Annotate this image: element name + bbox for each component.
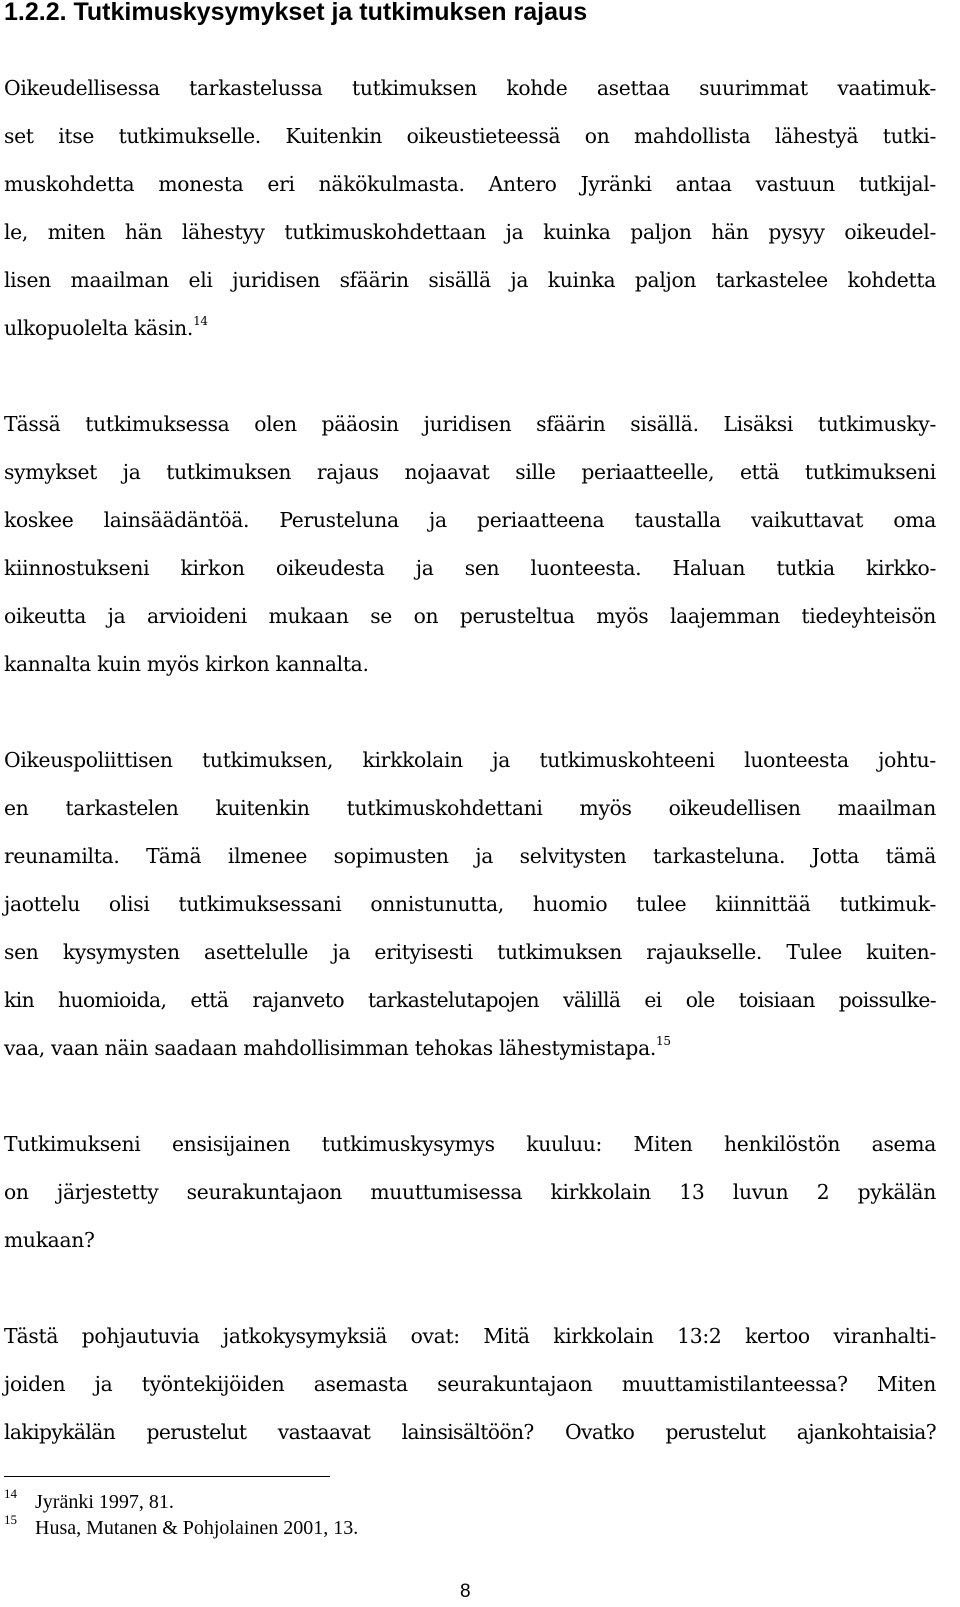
paragraph-1 bbox=[4, 64, 936, 352]
paragraph-line: le, miten hän lähestyy tutkimuskohdettaan ja kuinka paljon hän pysyy oikeudel- bbox=[4, 220, 936, 244]
paragraph-line: set itse tutkimukselle. Kuitenkin oikeustieteessä on mahdollista lähestyä tutki- bbox=[4, 124, 936, 148]
footnote-14: 14 Jyränki 1997, 81. bbox=[4, 1486, 174, 1513]
paragraph-line: joiden ja työntekijöiden asemasta seurakuntajaon muuttamistilanteessa? Miten bbox=[4, 1372, 936, 1396]
paragraph-2 bbox=[4, 400, 936, 688]
paragraph-line: muskohdetta monesta eri näkökulmasta. Antero Jyränki antaa vastuun tutkijal- bbox=[4, 172, 936, 196]
paragraph-line: en tarkastelen kuitenkin tutkimuskohdettani myös oikeudellisen maailman bbox=[4, 796, 936, 820]
paragraph-line: reunamilta. Tämä ilmenee sopimusten ja selvitysten tarkasteluna. Jotta tämä bbox=[4, 844, 936, 868]
paragraph-line-text: ulkopuolelta käsin. bbox=[4, 316, 194, 340]
paragraph-line: Oikeudellisessa tarkastelussa tutkimuksen kohde asettaa suurimmat vaatimuk- bbox=[4, 76, 936, 100]
paragraph-line: Tutkimukseni ensisijainen tutkimuskysymys kuuluu: Miten henkilöstön asema bbox=[4, 1132, 936, 1156]
paragraph-line: koskee lainsäädäntöä. Perusteluna ja periaatteena taustalla vaikuttavat oma bbox=[4, 508, 936, 532]
paragraph-line-last bbox=[4, 1024, 936, 1072]
paragraph-line: kin huomioida, että rajanveto tarkastelutapojen välillä ei ole toisiaan poissulke- bbox=[4, 988, 936, 1012]
paragraph-line: lakipykälän perustelut vastaavat lainsisältöön? Ovatko perustelut ajankohtaisia? bbox=[4, 1420, 936, 1444]
footnote-text: Jyränki 1997, 81. bbox=[35, 1491, 174, 1513]
paragraph-line: sen kysymysten asettelulle ja erityisesti tutkimuksen rajaukselle. Tulee kuiten- bbox=[4, 940, 936, 964]
paragraph-line: on järjestetty seurakuntajaon muuttumisessa kirkkolain 13 luvun 2 pykälän bbox=[4, 1180, 936, 1204]
page-number: 8 bbox=[460, 1581, 471, 1602]
section-heading: 1.2.2. Tutkimuskysymykset ja tutkimuksen rajaus bbox=[4, 0, 588, 26]
paragraph-line-text: vaa, vaan näin saadaan mahdollisimman tehokas lähestymistapa. bbox=[4, 1036, 657, 1060]
paragraph-4 bbox=[4, 1120, 936, 1264]
paragraph-line: jaottelu olisi tutkimuksessani onnistunutta, huomio tulee kiinnittää tutkimuk- bbox=[4, 892, 936, 916]
paragraph-line: Oikeuspoliittisen tutkimuksen, kirkkolain ja tutkimuskohteeni luonteesta johtu- bbox=[4, 748, 936, 772]
paragraph-line: symykset ja tutkimuksen rajaus nojaavat sille periaatteelle, että tutkimukseni bbox=[4, 460, 936, 484]
paragraph-line-last bbox=[4, 304, 936, 352]
paragraph-line: Tässä tutkimuksessa olen pääosin juridisen sfäärin sisällä. Lisäksi tutkimusky- bbox=[4, 412, 936, 436]
paragraph-line-last: mukaan? bbox=[4, 1228, 95, 1252]
footnote-text: Husa, Mutanen & Pohjolainen 2001, 13. bbox=[35, 1517, 359, 1539]
paragraph-line: lisen maailman eli juridisen sfäärin sisällä ja kuinka paljon tarkastelee kohdetta bbox=[4, 268, 936, 292]
footnote-separator bbox=[4, 1476, 330, 1477]
paragraph-line: oikeutta ja arvioideni mukaan se on perusteltua myös laajemman tiedeyhteisön bbox=[4, 604, 936, 628]
footnote-ref-14[interactable]: 14 bbox=[193, 314, 208, 328]
paragraph-5 bbox=[4, 1312, 936, 1456]
paragraph-line-last: kannalta kuin myös kirkon kannalta. bbox=[4, 652, 369, 676]
paragraph-line: kiinnostukseni kirkon oikeudesta ja sen luonteesta. Haluan tutkia kirkko- bbox=[4, 556, 936, 580]
footnote-ref-15[interactable]: 15 bbox=[656, 1034, 671, 1048]
paragraph-3 bbox=[4, 736, 936, 1072]
footnote-15: 15 Husa, Mutanen & Pohjolainen 2001, 13. bbox=[4, 1512, 359, 1539]
paragraph-line: Tästä pohjautuvia jatkokysymyksiä ovat: Mitä kirkkolain 13:2 kertoo viranhalti- bbox=[4, 1324, 936, 1348]
